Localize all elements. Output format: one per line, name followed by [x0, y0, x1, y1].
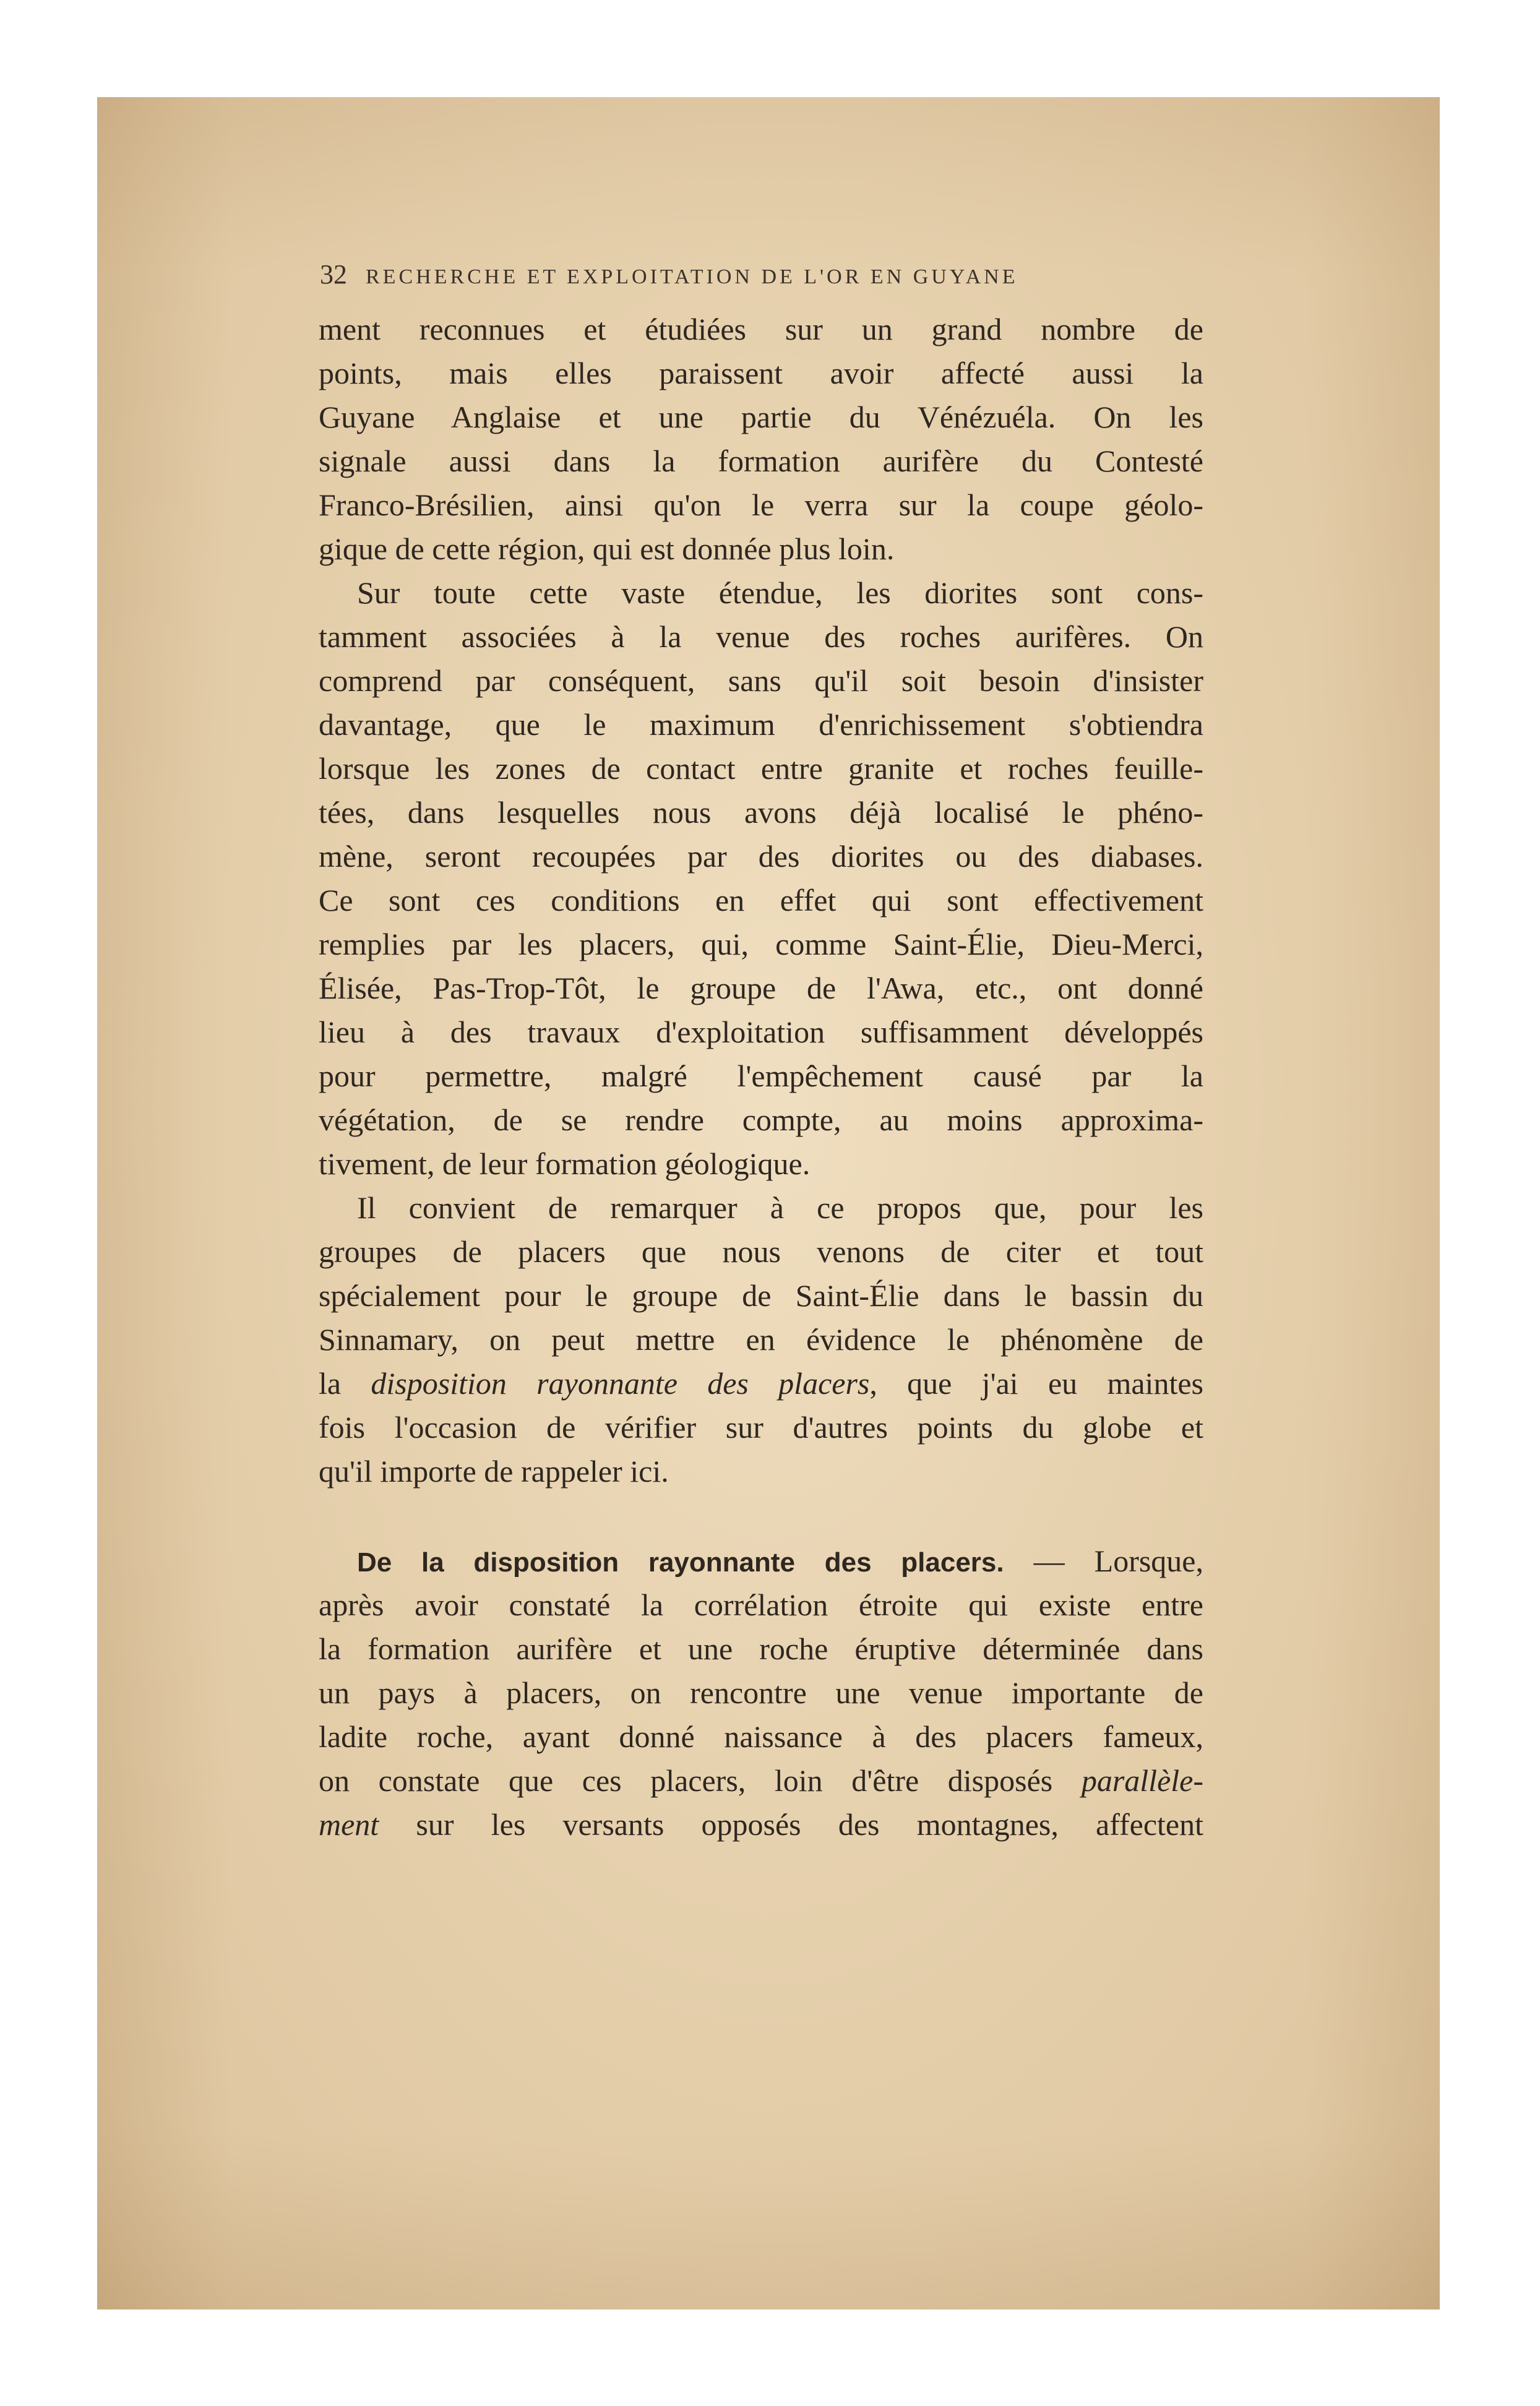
text-line: mène, seront recoupées par des diorites ou des diabases. [319, 839, 1203, 874]
text-line: tamment associées à la venue des roches aurifères. On [319, 619, 1203, 654]
text-run: , que j'ai eu maintes [869, 1366, 1203, 1401]
text-line: Franco-Brésilien, ainsi qu'on le verra sur la coupe géolo- [319, 488, 1203, 522]
text-run: sur les versants opposés des montagnes, affectent [379, 1807, 1203, 1842]
text-run: on constate que ces placers, loin d'être disposés [319, 1763, 1082, 1798]
section-gap [319, 1493, 1203, 1539]
text-line: lieu à des travaux d'exploitation suffisamment développés [319, 1015, 1203, 1049]
text-line: comprend par conséquent, sans qu'il soit besoin d'insister [319, 663, 1203, 698]
text-line: qu'il importe de rappeler ici. [319, 1454, 669, 1489]
text-line: Ce sont ces conditions en effet qui sont effectivement [319, 883, 1203, 917]
text-line: tées, dans lesquelles nous avons déjà localisé le phéno- [319, 795, 1203, 830]
text-line: ment reconnues et étudiées sur un grand nombre de [319, 312, 1203, 346]
section-heading: De la disposition rayonnante des placers. [357, 1547, 1004, 1578]
text-line: végétation, de se rendre compte, au moins approxima- [319, 1102, 1203, 1137]
text-line: tivement, de leur formation géologique. [319, 1146, 811, 1181]
text-line: Il convient de remarquer à ce propos que, pour les [357, 1190, 1203, 1225]
text-line: signale aussi dans la formation aurifère du Contesté [319, 444, 1203, 478]
page-number: 32 [320, 259, 347, 290]
text-line [319, 1759, 1203, 1803]
text-line [319, 1803, 1203, 1847]
text-line: la formation aurifère et une roche éruptive déterminée dans [319, 1631, 1203, 1666]
text-run: — Lorsque, [1004, 1544, 1203, 1578]
text-line: Élisée, Pas-Trop-Tôt, le groupe de l'Awa, etc., ont donné [319, 971, 1203, 1005]
text-run: la [319, 1366, 371, 1401]
text-line: fois l'occasion de vérifier sur d'autres points du globe et [319, 1410, 1203, 1445]
text-line: Guyane Anglaise et une partie du Vénézuéla. On les [319, 400, 1203, 434]
italic-phrase: disposition rayonnante des placers [371, 1366, 870, 1401]
text-line: points, mais elles paraissent avoir affecté aussi la [319, 356, 1203, 390]
text-line: Sinnamary, on peut mettre en évidence le phénomène de [319, 1322, 1203, 1357]
text-line: un pays à placers, on rencontre une venue importante de [319, 1675, 1203, 1710]
body-text [319, 307, 1203, 1847]
running-header [320, 259, 1248, 296]
section-heading-line [319, 1539, 1203, 1583]
running-title: RECHERCHE ET EXPLOITATION DE L'OR EN GUYANE [366, 265, 1018, 288]
text-line: pour permettre, malgré l'empêchement causé par la [319, 1059, 1203, 1093]
italic-word: ment [319, 1807, 379, 1842]
text-line [319, 1362, 1203, 1406]
text-line: Sur toute cette vaste étendue, les diorites sont cons- [357, 575, 1203, 610]
text-line: après avoir constaté la corrélation étroite qui existe entre [319, 1588, 1203, 1622]
text-line: davantage, que le maximum d'enrichissement s'obtiendra [319, 707, 1203, 742]
text-line: spécialement pour le groupe de Saint-Élie dans le bassin du [319, 1278, 1203, 1313]
text-line: remplies par les placers, qui, comme Saint-Élie, Dieu-Merci, [319, 927, 1203, 961]
text-line: groupes de placers que nous venons de citer et tout [319, 1234, 1203, 1269]
italic-word: parallèle- [1081, 1763, 1203, 1798]
text-line: ladite roche, ayant donné naissance à des placers fameux, [319, 1719, 1203, 1754]
text-line: lorsque les zones de contact entre granite et roches feuille- [319, 751, 1203, 786]
text-line: gique de cette région, qui est donnée plus loin. [319, 531, 895, 566]
